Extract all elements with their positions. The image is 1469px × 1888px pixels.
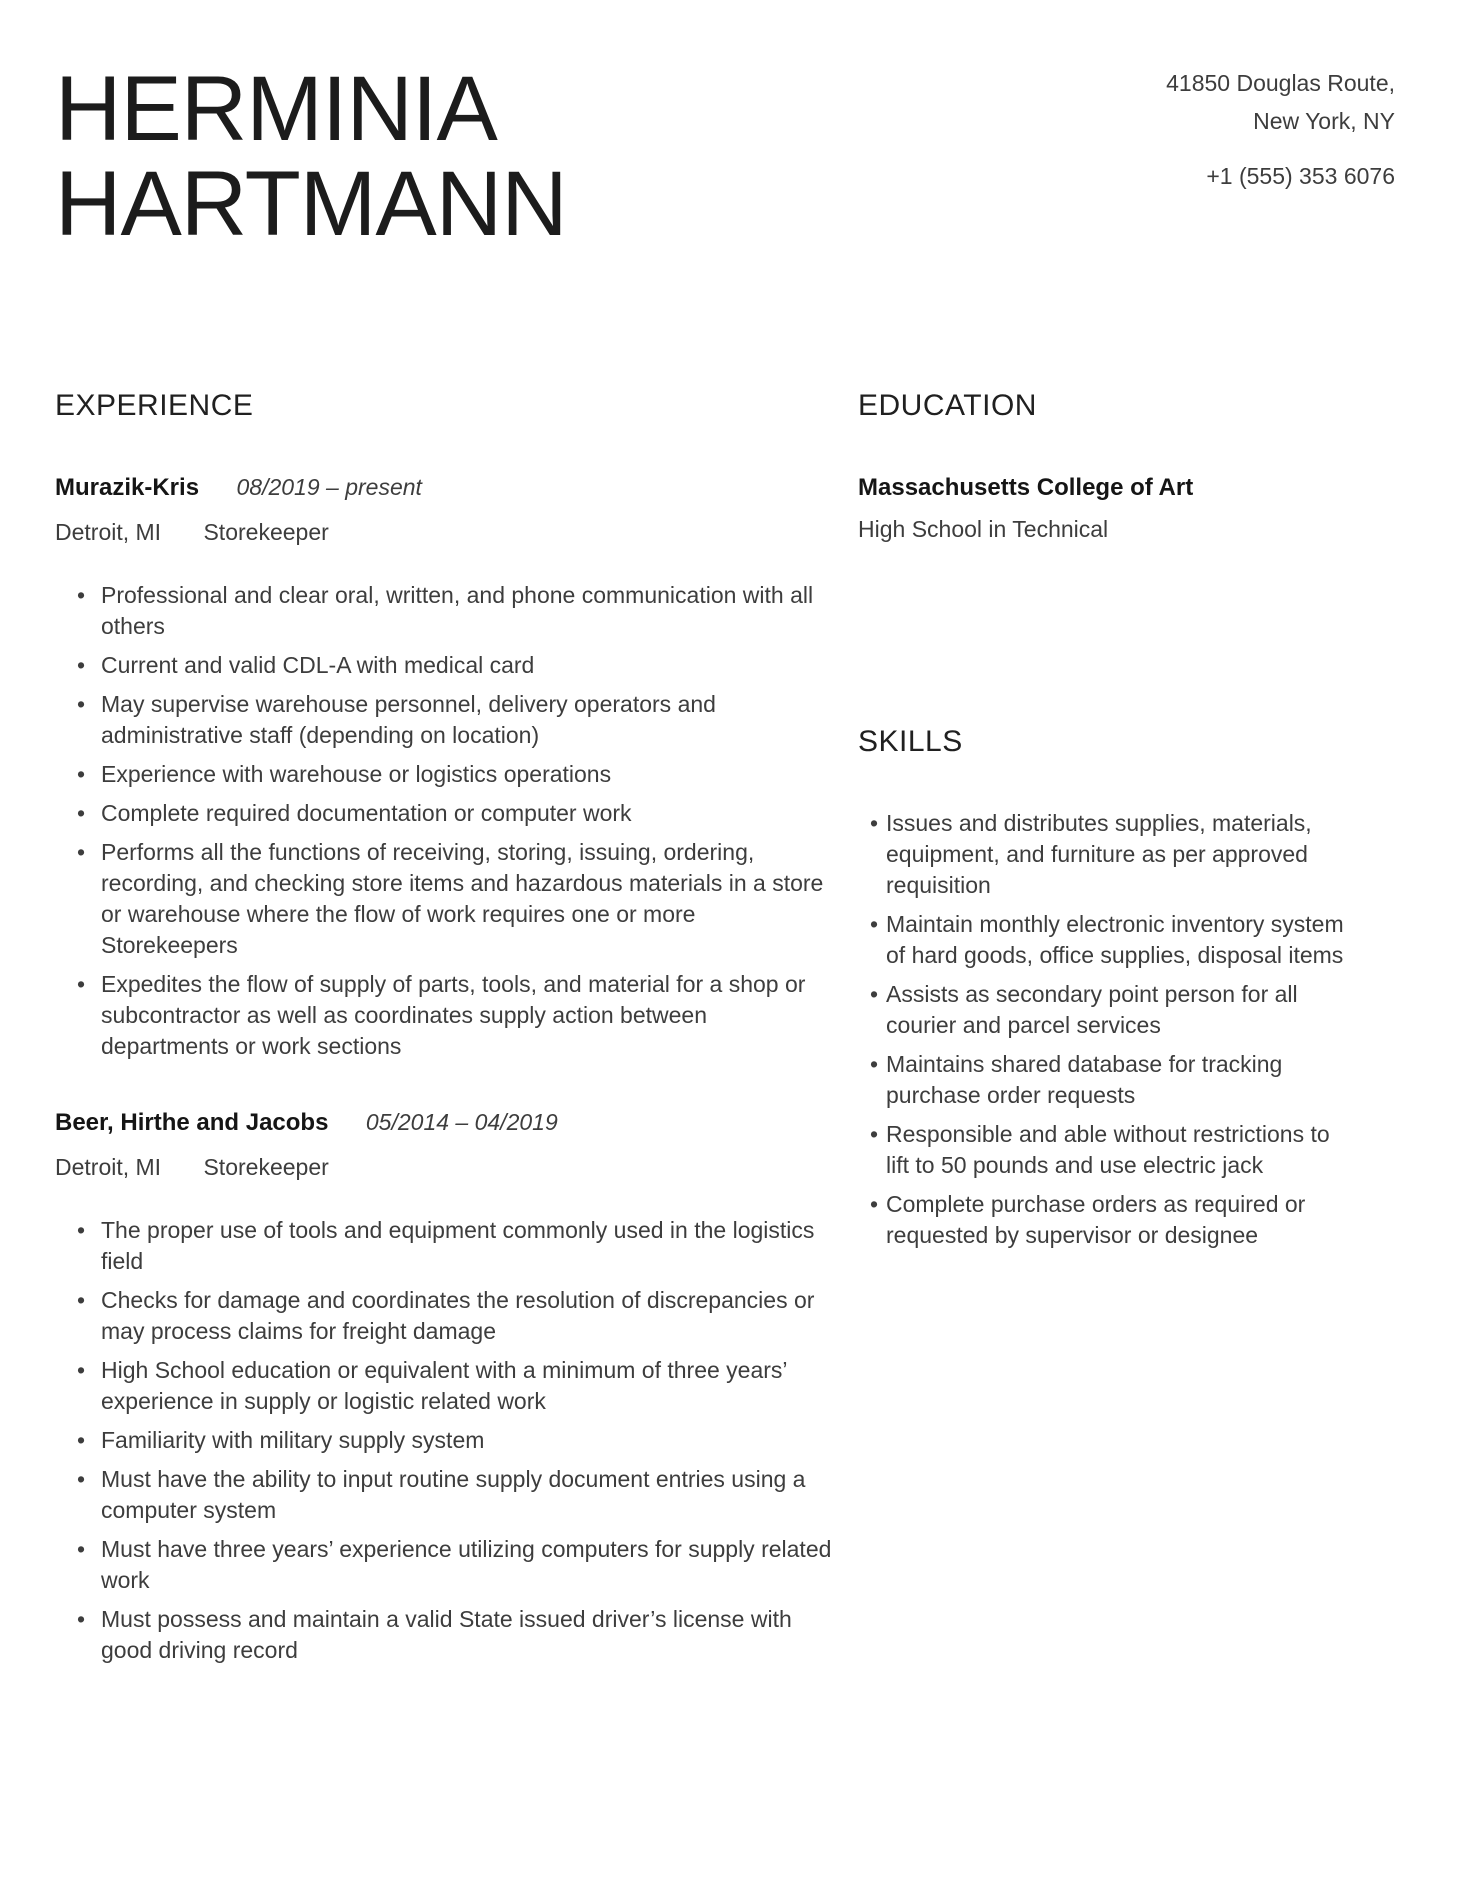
- bullet-item: • The proper use of tools and equipment commonly used in the logistics field: [101, 1215, 835, 1277]
- company-name: Beer, Hirthe and Jacobs: [55, 1109, 329, 1136]
- school-name: Massachusetts College of Art: [858, 474, 1194, 501]
- bullet-item: • Current and valid CDL-A with medical card: [101, 650, 835, 681]
- bullet-item: • High School education or equivalent with a minimum of three years’ experience in supply or logistic related work: [101, 1355, 835, 1417]
- bullet-item: • Must possess and maintain a valid State issued driver’s license with good driving record: [101, 1604, 835, 1666]
- job-entry-murazik-kris: [55, 472, 835, 1062]
- right-column: [858, 389, 1400, 1674]
- job-title: Storekeeper: [203, 1154, 329, 1180]
- resume-body: [55, 389, 1395, 1674]
- resume-header: [55, 58, 1395, 255]
- job-entry-beer-hirthe-jacobs: [55, 1107, 835, 1666]
- job-header: [55, 1107, 835, 1141]
- bullet-item: • Assists as secondary point person for all courier and parcel services: [886, 979, 1346, 1041]
- bullet-item: • Performs all the functions of receiving, storing, issuing, ordering, recording, and checking store items and hazardous materials in a store or warehouse where the flow of work requires one or more Storekeepers: [101, 837, 835, 961]
- bullet-item: • Maintains shared database for tracking purchase order requests: [886, 1049, 1346, 1111]
- job-dates: 08/2019 – present: [236, 474, 422, 500]
- person-name-line1: HERMINIA: [55, 58, 497, 160]
- education-section: [858, 389, 1400, 545]
- skills-bullet-list: [858, 808, 1374, 1251]
- bullet-item: • Responsible and able without restrictions to lift to 50 pounds and use electric jack: [886, 1119, 1346, 1181]
- job-subheader: [55, 517, 835, 548]
- bullet-item: • Must have the ability to input routine supply document entries using a computer system: [101, 1464, 835, 1526]
- experience-heading: EXPERIENCE: [55, 389, 254, 422]
- phone-number: +1 (555) 353 6076: [1206, 163, 1395, 189]
- address-line2: New York, NY: [1253, 108, 1395, 134]
- bullet-item: • Professional and clear oral, written, and phone communication with all others: [101, 580, 835, 642]
- bullet-item: • Complete required documentation or computer work: [101, 798, 835, 829]
- job-bullet-list: [55, 580, 835, 1062]
- company-name: Murazik-Kris: [55, 474, 200, 501]
- skills-section: [858, 725, 1400, 1251]
- bullet-item: • Experience with warehouse or logistics operations: [101, 759, 835, 790]
- bullet-item: • Familiarity with military supply system: [101, 1425, 835, 1456]
- address-line1: 41850 Douglas Route,: [1166, 70, 1395, 96]
- job-location: Detroit, MI: [55, 519, 162, 545]
- bullet-item: • Complete purchase orders as required or requested by supervisor or designee: [886, 1189, 1346, 1251]
- person-name-line2: HARTMANN: [55, 153, 567, 255]
- job-bullet-list: [55, 1215, 835, 1666]
- job-header: [55, 472, 835, 506]
- job-location: Detroit, MI: [55, 1154, 162, 1180]
- bullet-item: • Checks for damage and coordinates the resolution of discrepancies or may process claims for freight damage: [101, 1285, 835, 1347]
- bullet-item: • Expedites the flow of supply of parts, tools, and material for a shop or subcontractor as well as coordinates supply action between departments or work sections: [101, 969, 835, 1062]
- contact-info: [1166, 62, 1395, 195]
- job-dates: 05/2014 – 04/2019: [365, 1109, 558, 1135]
- job-title: Storekeeper: [203, 519, 329, 545]
- bullet-item: • Maintain monthly electronic inventory system of hard goods, office supplies, disposal items: [886, 909, 1346, 971]
- experience-section: [55, 389, 835, 1674]
- education-heading: EDUCATION: [858, 389, 1037, 422]
- person-name: [55, 58, 567, 255]
- bullet-item: • Must have three years’ experience utilizing computers for supply related work: [101, 1534, 835, 1596]
- degree-name: High School in Technical: [858, 516, 1109, 542]
- skills-heading: SKILLS: [858, 725, 963, 758]
- bullet-item: • Issues and distributes supplies, materials, equipment, and furniture as per approved requisition: [886, 808, 1346, 901]
- job-subheader: [55, 1152, 835, 1183]
- bullet-item: • May supervise warehouse personnel, delivery operators and administrative staff (depending on location): [101, 689, 835, 751]
